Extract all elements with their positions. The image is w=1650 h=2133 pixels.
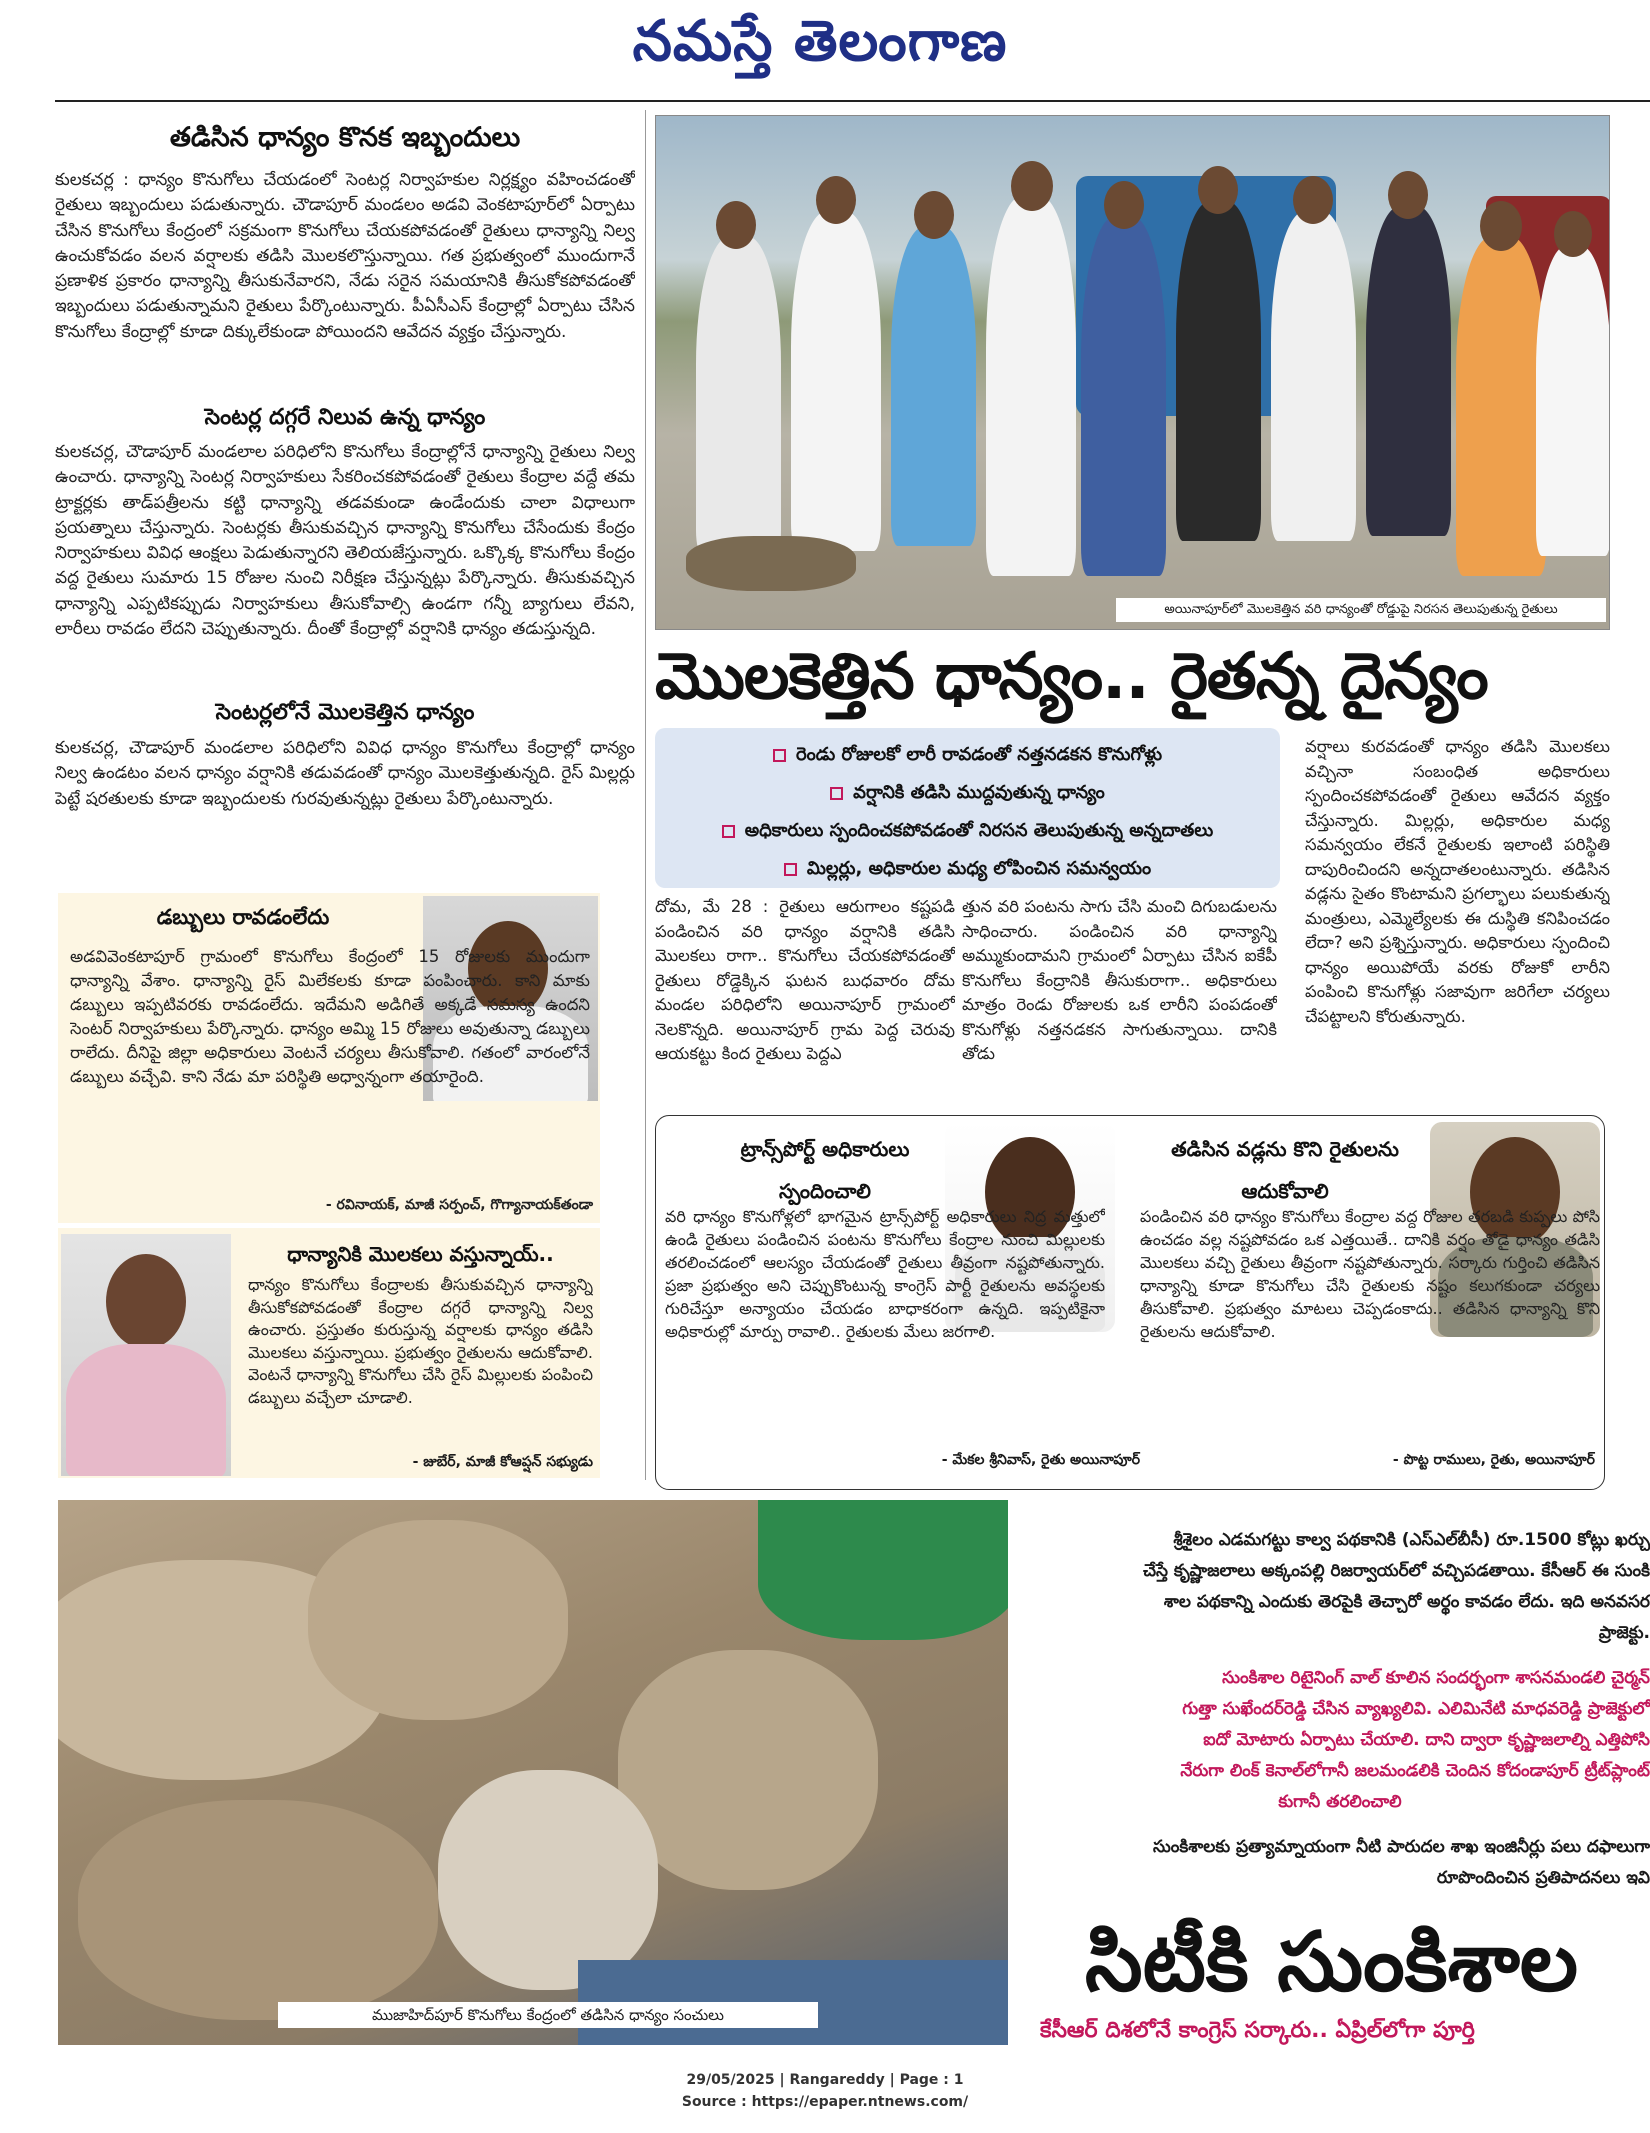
box1-body: అడవివెంకటాపూర్ గ్రామంలో కొనుగోలు కేంద్రంలో 15 రోజులకు ముందుగా ధాన్యాన్ని వేశాం. ధాన్యాన్ని రైస్ మిలేకలకు కూడా పంపించారు. కాని మాకు డబ్బులు ఇప్పటివరకు రావడంలేదు. ఇదేమని అడిగితే అక్కడే సమస్య ఉందని సెంటర్ నిర్వాహకులు పేర్కొన్నారు. ధాన్యం అమ్మి 15 రోజులు అవుతున్నా డబ్బులు రాలేదు. దీనిపై జిల్లా అధికారులు వెంటనే చర్యలు తీసుకోవాలి. గతంలో వారంలోనే డబ్బులు వచ్చేవి. కాని నేడు మా పరిస్థితి అధ్వాన్నంగా తయారైంది. — [70, 947, 590, 1086]
key-point: వర్షానికి తడిసి ముద్దవుతున్న ధాన్యం — [671, 774, 1264, 812]
key-point: మిల్లర్లు, అధికారుల మధ్య లోపించిన సమన్వయం — [671, 850, 1264, 888]
masthead-logo: నమస్తే తెలంగాణ — [632, 8, 1008, 74]
column-divider — [645, 110, 646, 1480]
main-headline: మొలకెత్తిన ధాన్యం.. రైతన్న దైన్యం — [655, 640, 1488, 714]
key-points-box — [655, 728, 1280, 888]
right-pink-line: సుంకిశాల రిటైనింగ్ వాల్ కూలిన సందర్భంగా శాసనమండలి చైర్మన్ — [1222, 1668, 1650, 1688]
bullet-square-icon — [773, 749, 786, 762]
main-photo-caption: అయినాపూర్‌లో మొలకెత్తిన వరి ధాన్యంతో రోడ్డుపై నిరసన తెలుపుతున్న రైతులు — [1116, 598, 1606, 622]
bullet-square-icon — [722, 825, 735, 838]
box1-title: డబ్బులు రావడంలేదు — [156, 905, 330, 929]
left-subhead-2: సెంటర్ల దగ్గరే నిలువ ఉన్న ధాన్యం — [204, 405, 486, 430]
left-paragraph-2: కులకచర్ల, చౌడాపూర్ మండలాల పరిధిలోని కొనుగోలు కేంద్రాల్లోనే ధాన్యాన్ని రైతులు నిల్వ ఉంచారు. ధాన్యాన్ని సెంటర్ల నిర్వాహకులు సేకరించకపోవడంతో రైతులు కేంద్రాల వద్దే తమ ట్రాక్టర్లకు తాడ్‌పత్రీలను కట్టి ధాన్యాన్ని తడవకుండా ఉండేందుకు చాలా విధాలుగా ప్రయత్నాలు చేస్తున్నారు. సెంటర్లకు తీసుకువచ్చిన ధాన్యాన్ని కొనుగోలు చేసేందుకు కేంద్రం నిర్వాహకులు వివిధ ఆంక్షలు పెడుతున్నారని తెలియజేస్తున్నారు. ఒక్కొక్క కొనుగోలు కేంద్రం వద్ద రైతులు సుమారు 15 రోజుల నుంచి నిరీక్షణ చేస్తున్నట్లు పేర్కొన్నారు. తీసుకువచ్చిన ధాన్యాన్ని ఎప్పటికప్పుడు నిర్వాహకులు తీసుకోవాల్సి ఉండగా గన్నీ బ్యాగులు లేవని, లారీలు రావడం లేదని చెప్పుతున్నారు. దీంతో కేంద్రాల్లో వర్షానికి ధాన్యం తడుస్తున్నది. — [55, 442, 635, 640]
masthead-rule — [55, 100, 1650, 102]
quote1-body: వరి ధాన్యం కొనుగోళ్లలో భాగమైన ట్రాన్స్‌పోర్ట్ అధికారులు నిద్ర మత్తులో ఉండి రైతులు పండించిన పంటను కొనుగోలు కేంద్రాల నుంచి మిల్లులకు తరలించడంలో ఆలస్యం చేయడంతో రైతులు తీవ్రంగా నష్టపోతున్నారు. ప్రజా ప్రభుత్వం అని చెప్పుకొంటున్న కాంగ్రెస్ పార్టీ రైతులను అవస్థలకు గురిచేస్తూ అన్యాయం చేయడం బాధాకరంగా ఉన్నది. ఇప్పటికైనా అధికారుల్లో మార్పు రావాలి.. రైతులకు మేలు జరగాలి. — [665, 1207, 1105, 1341]
main-column-2: త్తున వరి పంటను సాగు చేసి మంచి దిగుబడులను సాధించారు. పండించిన వరి ధాన్యాన్ని అమ్ముకుందామని గ్రామంలో ఏర్పాటు చేసిన ఐకేపీ కొనుగోలు కేంద్రానికి తీసుకురాగా.. అధికారులు మాత్రం రెండు రోజులకు ఒక లారీని పంపడంతో కొనుగోళ్లు నత్తనడకన సాగుతున్నాయి. దానికి తోడు — [962, 897, 1277, 1063]
footer-source-link[interactable]: Source : https://epaper.ntnews.com/ — [681, 2094, 969, 2110]
left-headline-1: తడిసిన ధాన్యం కొనక ఇబ్బందులు — [169, 122, 521, 153]
quote2-body: పండించిన వరి ధాన్యం కొనుగోలు కేంద్రాల వద్ద రోజుల తరబడి కుప్పలు పోసి ఉంచడం వల్ల నష్టపోవడం ఒక ఎత్తయితే.. దానికి వర్షం తోడై ధాన్యం తడిసి మొలకలు వచ్చి రైతులు తీవ్రంగా నష్టపోతున్నారు. సర్కారు గుర్తించి తడిసిన ధాన్యాన్ని కూడా కొనుగోలు చేసి రైతులకు నష్టం కలుగకుండా చర్యలు తీసుకోవాలి. ప్రభుత్వం మాటలు చెప్పడంకాదు.. తడిసిన ధాన్యాన్ని కొని రైతులను ఆదుకోవాలి. — [1140, 1207, 1600, 1341]
main-column-3: వర్షాలు కురవడంతో ధాన్యం తడిసి మొలకలు వచ్చినా సంబంధిత అధికారులు స్పందించకపోవడంతో రైతులు ఆవేదన వ్యక్తం చేస్తున్నారు. మిల్లర్లు, అధికారుల మధ్య సమన్వయం లేకనే రైతులకు ఇలాంటి పరిస్థితి దాపురించిందని అన్నదాతలంటున్నారు. తడిసిన వడ్లను సైతం కొంటామని ప్రగల్భాలు పలుకుతున్న మంత్రులు, ఎమ్మెల్యేలకు ఈ దుస్థితి కనిపించడం లేదా? అని ప్రశ్నిస్తున్నారు. అధికారులు స్పందించి ధాన్యం అయిపోయే వరకు రోజుకో లారీని పంపించి కొనుగోళ్లు సజావుగా జరిగేలా చర్యలు చేపట్టాలని కోరుతున్నారు. — [1305, 737, 1610, 1026]
right-text-line: సుంకిశాలకు ప్రత్యామ్నాయంగా నీటి పారుదల శాఖ ఇంజినీర్లు పలు దఫాలుగా — [1152, 1837, 1650, 1857]
left-subhead-3: సెంటర్లలోనే మొలకెత్తిన ధాన్యం — [215, 700, 475, 725]
right-text-line: శాల పథకాన్ని ఎందుకు తెరపైకి తెచ్చారో అర్థం కావడం లేదు. ఇది అనవసర — [1163, 1592, 1650, 1612]
box2-byline: - జుబేర్, మాజీ కోఆప్షన్ సభ్యుడు — [412, 1454, 593, 1470]
box2-title: ధాన్యానికి మొలకలు వస్తున్నాయ్.. — [287, 1242, 554, 1266]
quote2-title: తడిసిన వడ్లను కొని రైతులను ఆదుకోవాలి — [1171, 1137, 1399, 1203]
right-text-line: చేస్తే కృష్ణాజలాలు అక్కంపల్లి రిజర్వాయర్‌లో వచ్చిపడతాయి. కేసీఆర్ ఈ సుంకి — [1143, 1561, 1650, 1581]
key-point: రెండు రోజులకో లారీ రావడంతో నత్తనడకన కొనుగోళ్లు — [671, 736, 1264, 774]
sidebar-box-2 — [58, 1228, 600, 1478]
bullet-square-icon — [830, 787, 843, 800]
right-pink-line: కుగానీ తరలించాలి — [1278, 1792, 1402, 1812]
box2-portrait — [61, 1234, 231, 1476]
quote1-title: ట్రాన్స్‌పోర్ట్ అధికారులు స్పందించాలి — [740, 1137, 910, 1203]
bullet-square-icon — [784, 863, 797, 876]
footer-date-edition: 29/05/2025 | Rangareddy | Page : 1 — [686, 2072, 964, 2088]
key-point: అధికారులు స్పందించకపోవడంతో నిరసన తెలుపుతున్న అన్నదాతలు — [671, 812, 1264, 850]
quote2-byline: - పొట్ట రాములు, రైతు, అయినాపూర్ — [1392, 1452, 1595, 1468]
right-pink-line: గుత్తా సుఖేందర్‌రెడ్డి చేసిన వ్యాఖ్యలివి. ఎలిమినేటి మాధవరెడ్డి ప్రాజెక్టులో — [1182, 1699, 1650, 1719]
right-text-line: శ్రీశైలం ఎడమగట్టు కాల్వ పథకానికి (ఎస్ఎల్‌బీసీ) రూ.1500 కోట్లు ఖర్చు — [1173, 1530, 1650, 1550]
right-text-line: ప్రాజెక్టు. — [1598, 1623, 1650, 1643]
sidebar-box-1 — [58, 893, 600, 1223]
left-paragraph-1: కులకచర్ల : ధాన్యం కొనుగోలు చేయడంలో సెంటర్ల నిర్వాహకుల నిర్లక్ష్యం వహించడంతో రైతులు ఇబ్బందులు పడుతున్నారు. చౌడాపూర్ మండలం అడవి వెంకటాపూర్‌లో ఏర్పాటు చేసిన కొనుగోలు కేంద్రంలో సక్రమంగా కొనుగోలు చేయకపోవడంతో రైతులు ధాన్యాన్ని నిల్వ ఉంచుకోవడం వలన వర్షాలకు తడిసి మొలకలొస్తున్నాయి. గత ప్రభుత్వంలో ముందుగానే ప్రణాళిక ప్రకారం ధాన్యాన్ని తీసుకునేవారని, నేడు సరైన సమయానికి తీసుకోకపోవడంతో ఇబ్బందులు పడుతున్నామని రైతులు పేర్కొంటున్నారు. పీఏసీఎస్ కేంద్రాల్లో ఏర్పాటు చేసిన కొనుగోలు కేంద్రాల్లో కూడా దిక్కులేకుండా పోయిందని ఆవేదన వ్యక్తం చేస్తున్నారు. — [55, 170, 635, 342]
right-pink-line: నేరుగా లింక్ కెనాల్‌లోగానీ జలమండలికి చెందిన కోదండాపూర్ ట్రీట్‌ప్లాంట్ — [1180, 1761, 1650, 1781]
bottom-photo-caption: ముజాహిద్‌పూర్ కొనుగోలు కేంద్రంలో తడిసిన ధాన్యం సంచులు — [278, 2002, 818, 2028]
main-photo-farmers-protest — [655, 115, 1610, 630]
box2-body: ధాన్యం కొనుగోలు కేంద్రాలకు తీసుకువచ్చిన ధాన్యాన్ని తీసుకోకపోవడంతో కేంద్రాల దగ్గరే ధాన్యాన్ని నిల్వ ఉంచారు. ప్రస్తుతం కురుస్తున్న వర్షాలకు ధాన్యం తడిసి మొలకలు వస్తున్నాయి. ప్రభుత్వం రైతులను ఆదుకోవాలి. వెంటనే ధాన్యాన్ని కొనుగోలు చేసి రైస్ మిల్లులకు పంపించి డబ్బులు వచ్చేలా చూడాలి. — [248, 1275, 593, 1407]
bottom-photo-wet-grain-sacks — [58, 1500, 1008, 2045]
right-headline: సిటీకి సుంకిశాల — [1085, 1915, 1578, 2010]
main-column-1: దోమ, మే 28 : రైతులు ఆరుగాలం కష్టపడి పండించిన వరి ధాన్యం వర్షానికి తడిసి మొలకలు రాగా.. కొనుగోలు చేయకపోవడంతో రైతులు రోడ్డెక్కిన ఘటన బుధవారం దోమ మండల పరిధిలోని అయినాపూర్ గ్రామంలో నెలకొన్నది. అయినాపూర్ గ్రామ పెద్ద చెరువు ఆయకట్టు కింద రైతులు పెద్దఎ — [655, 897, 955, 1063]
right-subheadline: కేసీఆర్ దిశలోనే కాంగ్రెస్ సర్కారు.. ఏప్రిల్‌లోగా పూర్తి — [1040, 2018, 1475, 2043]
left-paragraph-3: కులకచర్ల, చౌడాపూర్ మండలాల పరిధిలోని వివిధ ధాన్యం కొనుగోలు కేంద్రాల్లో ధాన్యం నిల్వ ఉండటం వలన ధాన్యం వర్షానికి తడువడంతో ధాన్యం మొలకెత్తుతున్నది. రైస్ మిల్లర్లు పెట్టే షరతులకు కూడా ఇబ్బందులకు గురవుతున్నట్లు రైతులు పేర్కొంటున్నారు. — [55, 738, 635, 809]
right-text-line: రూపొందించిన ప్రతిపాదనలు ఇవి — [1436, 1868, 1650, 1888]
box1-byline: - రవినాయక్, మాజీ సర్పంచ్, గొగ్యానాయక్‌తండా — [325, 1197, 593, 1213]
right-pink-line: ఐదో మోటారు ఏర్పాటు చేయాలి. దాని ద్వారా కృష్ణాజలాల్ని ఎత్తిపోసి — [1203, 1730, 1650, 1750]
quote1-byline: - మేకల శ్రీనివాస్, రైతు అయినాపూర్ — [941, 1452, 1140, 1468]
